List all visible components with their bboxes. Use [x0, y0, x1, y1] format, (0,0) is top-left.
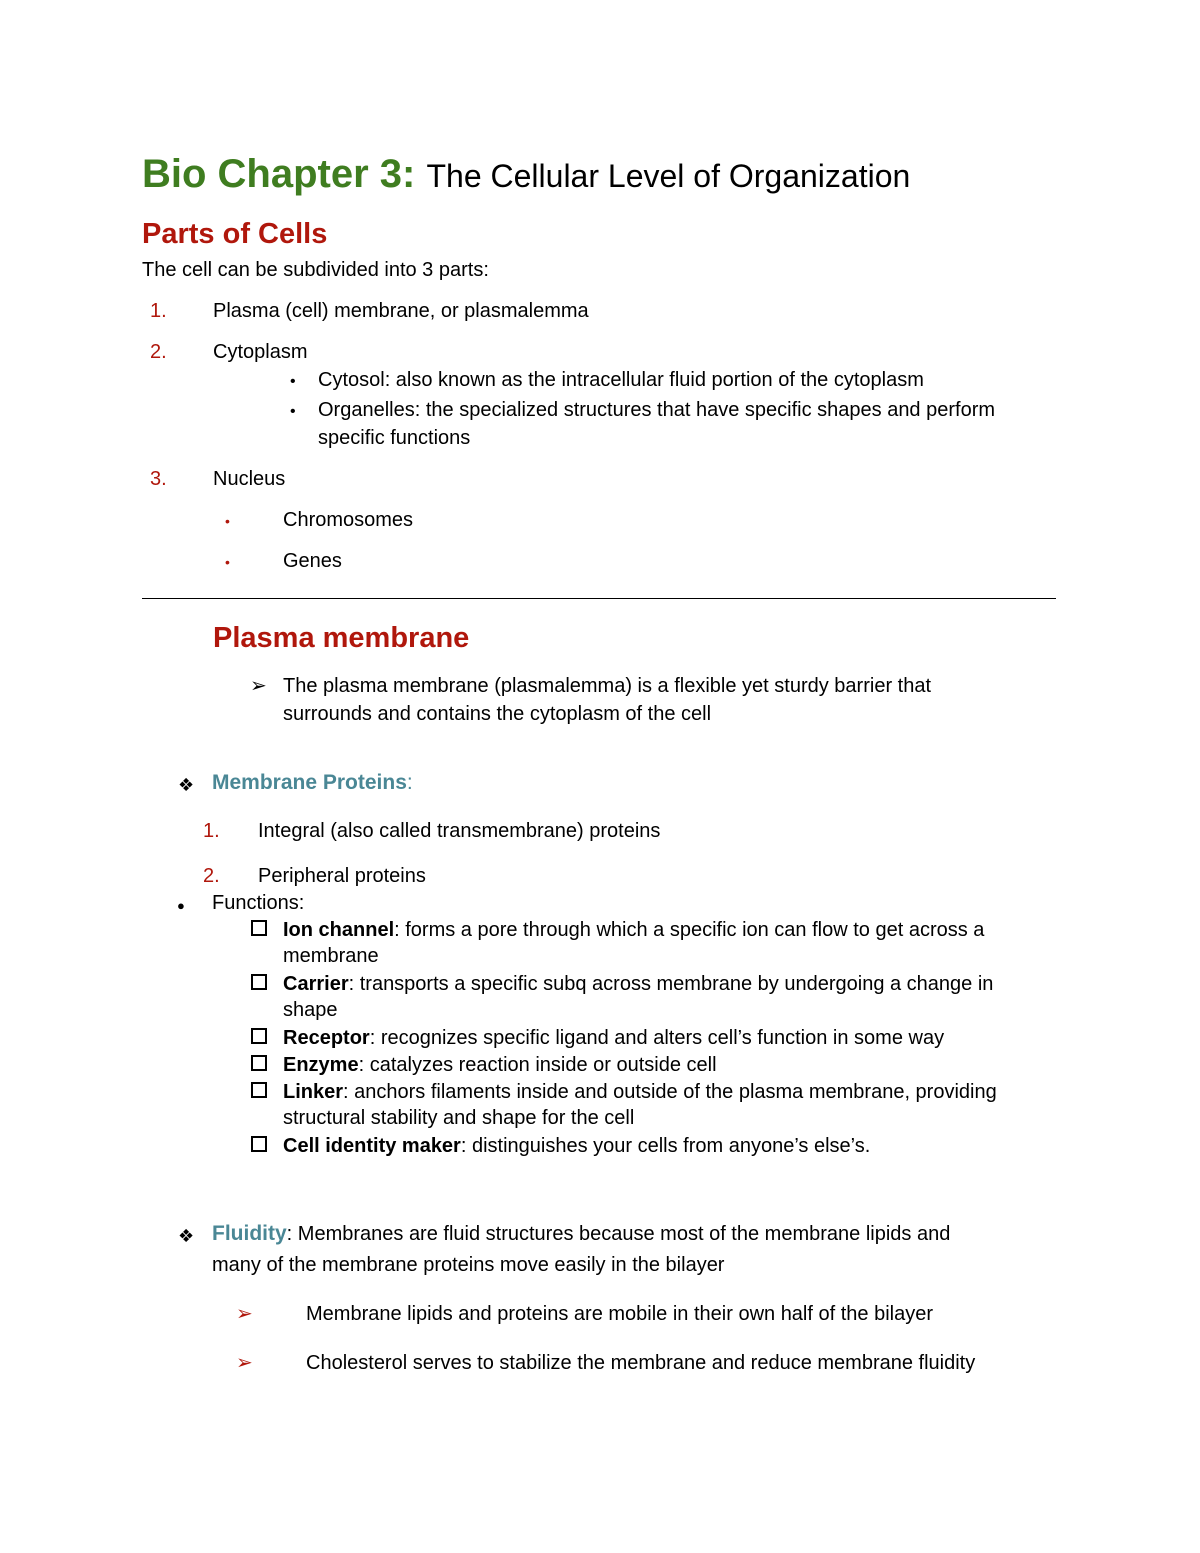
bullet-icon: • [290, 373, 296, 390]
function-item-cont: membrane [283, 945, 379, 967]
function-desc: : distinguishes your cells from anyone’s else’s. [460, 1135, 871, 1157]
list-number: 1. [203, 820, 220, 842]
list-item: Chromosomes [283, 509, 414, 531]
arrow-icon: ➢ [236, 1352, 253, 1374]
list-item: Cytosol: also known as the intracellular fluid portion of the cytoplasm [318, 369, 924, 391]
parts-intro: The cell can be subdivided into 3 parts: [142, 259, 489, 281]
list-number: 1. [150, 300, 167, 322]
function-term: Linker [283, 1081, 344, 1103]
function-desc: : recognizes specific ligand and alters cell’s function in some way [369, 1027, 945, 1049]
function-item [283, 1080, 997, 1104]
diamond-icon: ❖ [178, 1226, 195, 1246]
function-desc: : forms a pore through which a specific ion can flow to get across a [394, 919, 985, 941]
function-desc: : catalyzes reaction inside or outside cell [358, 1054, 717, 1076]
plasma-membrane-heading: Plasma membrane [213, 622, 470, 654]
fluidity-desc-cont: many of the membrane proteins move easily in the bilayer [212, 1254, 725, 1276]
checkbox-icon [251, 1136, 267, 1152]
functions-label: Functions: [212, 892, 305, 914]
function-desc: : transports a specific subq across membrane by undergoing a change in [348, 973, 994, 995]
parts-of-cells-heading: Parts of Cells [142, 218, 328, 250]
checkbox-icon [251, 1082, 267, 1098]
list-item: Plasma (cell) membrane, or plasmalemma [213, 300, 589, 322]
function-item-cont: shape [283, 999, 338, 1021]
fluidity-desc: : Membranes are fluid structures because most of the membrane lipids and [286, 1223, 951, 1245]
membrane-proteins-heading [212, 771, 413, 795]
function-item [283, 1053, 717, 1077]
plasma-membrane-desc: The plasma membrane (plasmalemma) is a flexible yet sturdy barrier that [283, 675, 932, 697]
list-number: 2. [150, 341, 167, 363]
plasma-membrane-desc-cont: surrounds and contains the cytoplasm of the cell [283, 703, 712, 725]
list-number: 3. [150, 468, 167, 490]
page-title [142, 150, 910, 200]
checkbox-icon [251, 920, 267, 936]
function-item [283, 918, 984, 942]
membrane-proteins-title: Membrane Proteins [212, 771, 407, 794]
function-desc: : anchors filaments inside and outside of the plasma membrane, providing [343, 1081, 997, 1103]
function-term: Cell identity maker [283, 1135, 461, 1157]
list-item: Organelles: the specialized structures that have specific shapes and perform [318, 399, 996, 421]
fluidity-line [212, 1222, 950, 1246]
list-item: Cytoplasm [213, 341, 308, 363]
function-item-cont: structural stability and shape for the cell [283, 1107, 635, 1129]
list-item-continuation: specific functions [318, 427, 471, 449]
checkbox-icon [251, 1028, 267, 1044]
list-item: Integral (also called transmembrane) proteins [258, 820, 661, 842]
checkbox-icon [251, 974, 267, 990]
function-term: Ion channel [283, 919, 395, 941]
list-item: Peripheral proteins [258, 865, 426, 887]
list-item: Nucleus [213, 468, 286, 490]
list-item: Genes [283, 550, 342, 572]
diamond-icon: ❖ [178, 775, 195, 795]
function-term: Enzyme [283, 1054, 359, 1076]
bullet-icon: • [290, 403, 296, 420]
fluidity-point: Membrane lipids and proteins are mobile in their own half of the bilayer [306, 1303, 934, 1325]
function-item [283, 972, 993, 996]
horizontal-divider [142, 598, 1056, 599]
membrane-proteins-colon: : [406, 771, 413, 794]
function-term: Receptor [283, 1027, 370, 1049]
arrow-icon: ➢ [236, 1303, 253, 1325]
checkbox-icon [251, 1055, 267, 1071]
fluidity-heading: Fluidity [212, 1222, 287, 1245]
fluidity-point: Cholesterol serves to stabilize the membrane and reduce membrane fluidity [306, 1352, 976, 1374]
title-sub: The Cellular Level of Organization [426, 158, 911, 194]
arrow-icon: ➢ [250, 675, 267, 697]
bullet-icon: • [225, 554, 230, 570]
title-main: Bio Chapter 3: [142, 152, 416, 196]
bullet-icon: • [225, 513, 230, 529]
filled-dot-icon: ● [177, 898, 185, 913]
function-term: Carrier [283, 973, 349, 995]
list-number: 2. [203, 865, 220, 887]
function-item [283, 1026, 944, 1050]
function-item [283, 1134, 870, 1158]
